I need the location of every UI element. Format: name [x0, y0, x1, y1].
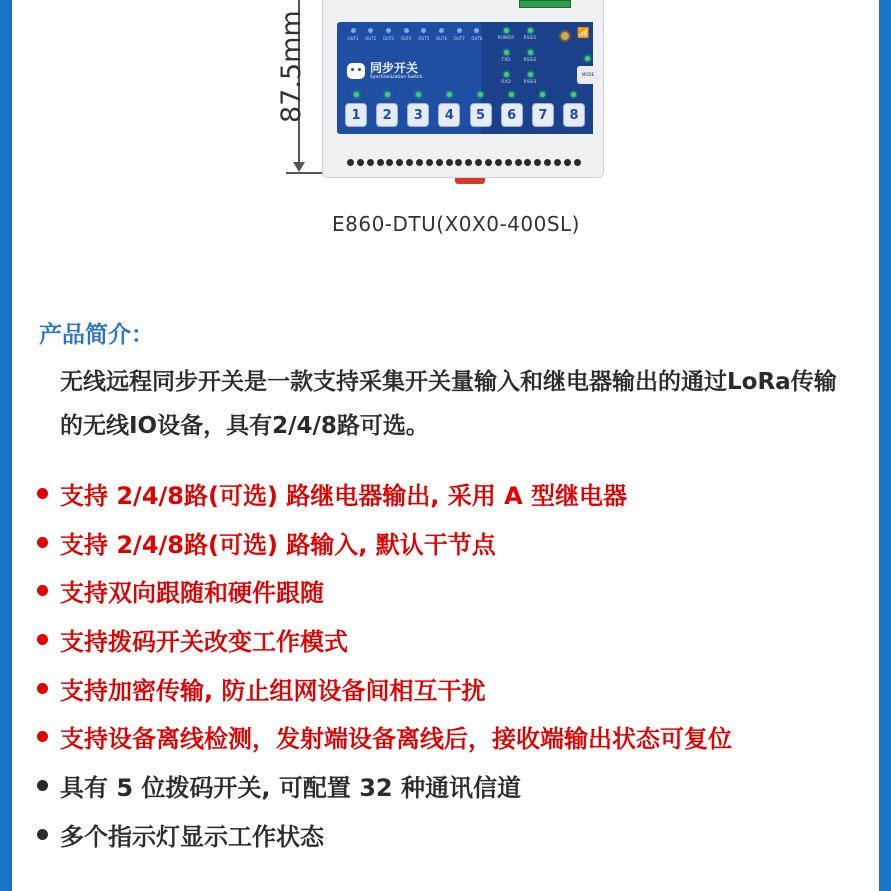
status-led: TXD: [495, 50, 517, 63]
bullet-dot-icon: [37, 488, 48, 499]
bullet-dot-icon: [37, 780, 48, 791]
channel: [561, 92, 587, 130]
din-rail-clip: [455, 178, 485, 184]
output-led: OUT6: [434, 28, 450, 48]
status-led: RXD: [495, 72, 517, 85]
output-led: OUT5: [416, 28, 432, 48]
output-led: OUT2: [363, 28, 379, 48]
device-image: [322, 0, 604, 178]
channel: [374, 92, 400, 130]
output-led: OUT1: [345, 28, 361, 48]
feature-item: [37, 469, 877, 518]
feature-item: [37, 518, 877, 567]
bullet-dot-icon: [37, 731, 48, 742]
feature-item: [37, 615, 877, 664]
status-led: RSSI3: [519, 72, 541, 85]
channel-button-row: [343, 92, 587, 130]
bullet-dot-icon: [37, 585, 48, 596]
top-connector: [519, 0, 571, 8]
dimension-label: 87.5mm: [276, 10, 307, 123]
antenna-connector-icon: [559, 30, 571, 42]
mode-led: [585, 56, 590, 61]
channel-button: 8: [563, 103, 585, 127]
dimension-tick: [286, 172, 326, 174]
channel-button: 6: [501, 103, 523, 127]
logo-subtitle: Synchronization Switch: [370, 75, 423, 80]
mode-button: MODE: [577, 66, 599, 84]
channel: [530, 92, 556, 130]
channel: [405, 92, 431, 130]
status-led: RSSI1: [519, 28, 541, 41]
feature-item: [37, 761, 877, 810]
channel-button: 2: [376, 103, 398, 127]
logo-title: 同步开关: [370, 61, 419, 75]
status-led: RSSI2: [519, 50, 541, 63]
device-logo: [347, 62, 422, 80]
channel: [436, 92, 462, 130]
intro-paragraph: 无线远程同步开关是一款支持采集开关量输入和继电器输出的通过LoRa传输的无线IO设备，具有2/4/8路可选。: [60, 369, 837, 439]
channel-button: 3: [407, 103, 429, 127]
bullet-dot-icon: [37, 537, 48, 548]
bullet-dot-icon: [37, 829, 48, 840]
channel-button: 1: [345, 103, 367, 127]
feature-text: 支持 2/4/8路(可选) 路继电器输出, 采用 A 型继电器: [60, 481, 628, 510]
feature-list: [37, 469, 877, 859]
dimension-arrow-icon: [293, 162, 305, 172]
channel-button: 5: [470, 103, 492, 127]
feature-text: 支持 2/4/8路(可选) 路输入, 默认干节点: [60, 530, 496, 559]
feature-text: 支持设备离线检测，发射端设备离线后，接收端输出状态可复位: [60, 725, 732, 754]
feature-item: [37, 566, 877, 615]
feature-text: 多个指示灯显示工作状态: [60, 822, 324, 851]
channel: [499, 92, 525, 130]
product-page: [12, 0, 879, 891]
model-number: E860-DTU(X0X0-400SL): [332, 212, 580, 236]
output-led: OUT8: [469, 28, 485, 48]
feature-text: 支持拨码开关改变工作模式: [60, 627, 348, 656]
device-panel: [337, 22, 593, 134]
feature-text: 具有 5 位拨码开关, 可配置 32 种通讯信道: [60, 773, 521, 802]
output-led-row: [345, 28, 485, 48]
feature-text: 支持加密传输, 防止组网设备间相互干扰: [60, 676, 486, 705]
section-title: 产品简介：: [39, 322, 154, 348]
channel: [468, 92, 494, 130]
bullet-dot-icon: [37, 634, 48, 645]
channel-button: 7: [532, 103, 554, 127]
terminal-block: [347, 156, 581, 168]
feature-item: [37, 712, 877, 761]
output-led: OUT4: [398, 28, 414, 48]
feature-text: 支持双向跟随和硬件跟随: [60, 579, 324, 608]
output-led: OUT7: [451, 28, 467, 48]
feature-item: [37, 664, 877, 713]
antenna-signal-icon: 📶: [577, 28, 590, 39]
status-led: POWER: [495, 28, 517, 41]
channel-button: 4: [438, 103, 460, 127]
bullet-dot-icon: [37, 683, 48, 694]
robot-logo-icon: [347, 63, 365, 79]
output-led: OUT3: [380, 28, 396, 48]
status-led-grid: [495, 28, 541, 90]
feature-item: [37, 810, 877, 859]
channel: [343, 92, 369, 130]
